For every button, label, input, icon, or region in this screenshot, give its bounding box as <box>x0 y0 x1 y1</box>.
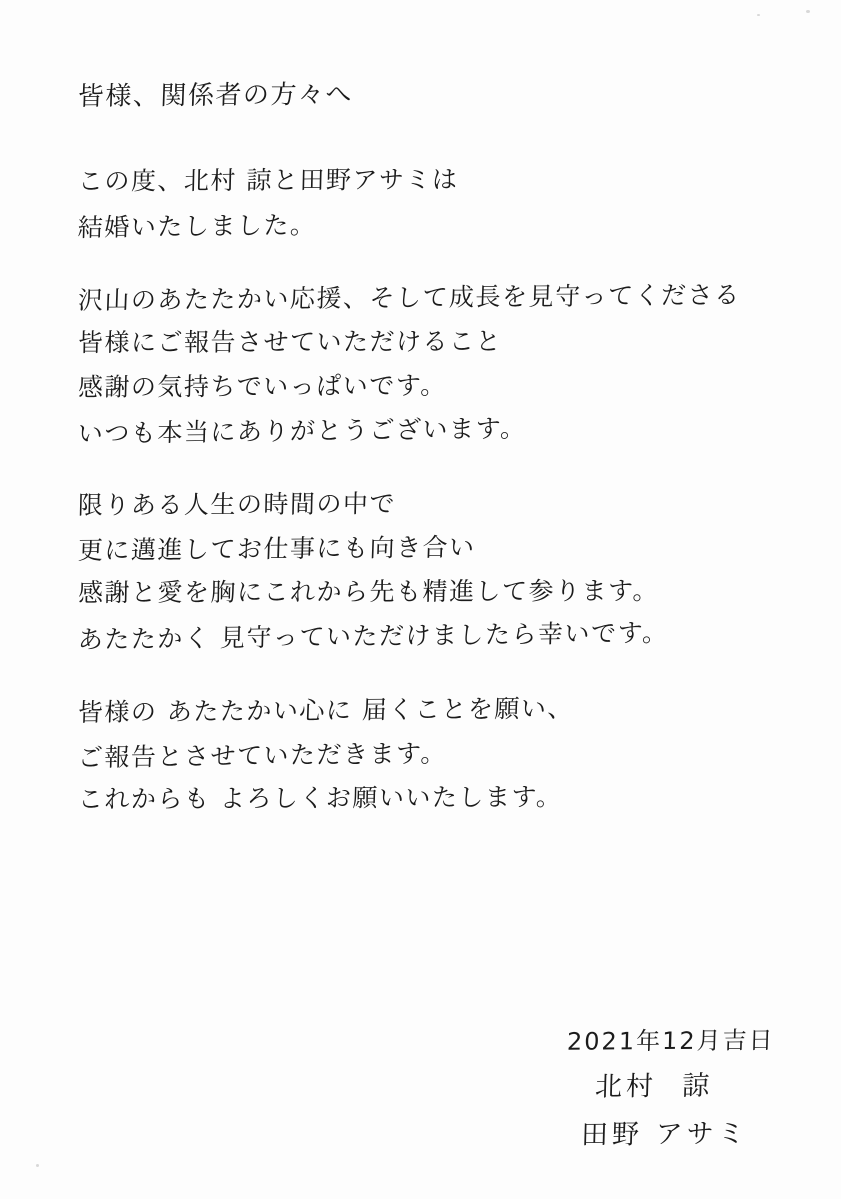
paragraph-2 <box>78 276 768 452</box>
signature-block <box>567 1019 775 1159</box>
paragraph-line: 皆様にご報告させていただけること <box>77 326 503 358</box>
paragraph-4 <box>78 688 768 820</box>
paragraph-1 <box>78 158 768 246</box>
paragraph-line: あたたかく 見守っていただけましたら幸いです。 <box>77 618 669 655</box>
letter-body <box>78 72 768 850</box>
signature-date: 2021年12月吉日 <box>566 1026 776 1056</box>
paragraph-line: 感謝の気持ちでいっぱいです。 <box>77 370 448 402</box>
paragraph-line: 皆様の あたたかい心に 届くことを願い、 <box>77 693 575 728</box>
paragraph-line: これからも よろしくお願いいたします。 <box>77 782 563 814</box>
greeting-line: 皆様、関係者の方々へ <box>77 79 354 113</box>
signature-name: 北村 諒 <box>594 1070 714 1103</box>
paragraph-line: 感謝と愛を胸にこれから先も精進して参ります。 <box>77 576 660 608</box>
paragraph-line: ご報告とさせていただきます。 <box>77 738 448 773</box>
paragraph-line: 結婚いたしました。 <box>77 210 317 243</box>
paper-speck <box>806 10 810 13</box>
signature-name: 田野 アサミ <box>580 1118 750 1151</box>
paper-speck <box>757 14 760 16</box>
paragraph-line: 沢山のあたたかい応援、そして成長を見守ってくださる <box>77 280 742 316</box>
letter-greeting <box>78 72 768 116</box>
paragraph-3 <box>78 482 768 658</box>
paragraph-line: この度、北村 諒と田野アサミは <box>77 164 459 196</box>
paper-speck <box>36 1164 39 1167</box>
paragraph-line: 更に邁進してお仕事にも向き合い <box>77 532 477 566</box>
paragraph-line: いつも本当にありがとうございます。 <box>77 413 527 449</box>
paragraph-line: 限りある人生の時間の中で <box>77 489 397 520</box>
